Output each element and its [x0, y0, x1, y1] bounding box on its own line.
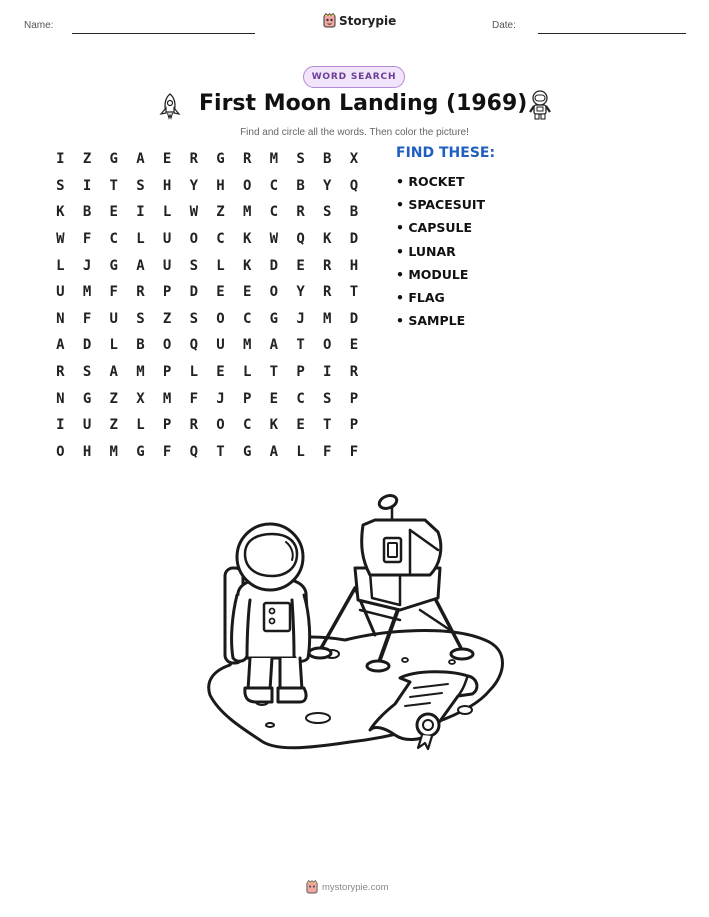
- grid-letter[interactable]: L: [136, 417, 145, 434]
- footer: [306, 880, 389, 894]
- word-search-badge: WORD SEARCH: [303, 66, 405, 88]
- grid-letter[interactable]: E: [109, 204, 118, 221]
- grid-letter[interactable]: M: [109, 443, 118, 460]
- grid-letter[interactable]: C: [216, 231, 225, 248]
- page-title: First Moon Landing (1969): [199, 91, 528, 116]
- grid-letter[interactable]: A: [109, 364, 118, 381]
- grid-letter[interactable]: L: [56, 257, 65, 274]
- grid-letter[interactable]: S: [323, 204, 332, 221]
- name-label: Name:: [24, 20, 54, 31]
- grid-letter[interactable]: W: [269, 231, 279, 248]
- grid-letter[interactable]: G: [269, 310, 279, 327]
- astronaut-leg-left: [248, 658, 272, 690]
- grid-letter[interactable]: Z: [109, 417, 118, 434]
- grid-letter[interactable]: I: [323, 364, 332, 381]
- grid-letter[interactable]: M: [323, 310, 332, 327]
- brand-name: Storypie: [339, 13, 397, 28]
- grid-letter[interactable]: U: [82, 417, 92, 434]
- grid-letter[interactable]: K: [242, 257, 252, 274]
- find-these-heading: FIND THESE:: [396, 145, 496, 161]
- grid-letter[interactable]: T: [109, 177, 118, 194]
- grid-row: [47, 252, 367, 279]
- grid-letter[interactable]: I: [136, 204, 145, 221]
- grid-letter[interactable]: O: [269, 284, 279, 301]
- grid-letter[interactable]: T: [216, 443, 225, 460]
- lander-foot: [309, 648, 331, 658]
- grid-letter[interactable]: G: [136, 443, 145, 460]
- word-item: • ROCKET: [396, 174, 465, 190]
- grid-letter[interactable]: J: [296, 310, 305, 327]
- grid-letter[interactable]: A: [269, 337, 279, 354]
- grid-letter[interactable]: Q: [189, 337, 198, 354]
- grid-letter[interactable]: R: [323, 284, 332, 301]
- grid-letter[interactable]: G: [109, 257, 118, 274]
- storypie-logo-icon: [323, 13, 336, 28]
- grid-letter[interactable]: F: [189, 390, 198, 407]
- grid-letter[interactable]: O: [189, 231, 198, 248]
- grid-letter[interactable]: L: [189, 364, 198, 381]
- astronaut-boot-left: [245, 688, 272, 702]
- grid-letter[interactable]: T: [349, 284, 359, 301]
- crater: [449, 660, 455, 664]
- rocket-icon: [157, 92, 183, 120]
- grid-letter[interactable]: Z: [162, 310, 172, 327]
- grid-letter[interactable]: L: [162, 204, 172, 221]
- grid-letter[interactable]: L: [242, 364, 252, 381]
- grid-letter[interactable]: F: [323, 443, 332, 460]
- grid-letter[interactable]: L: [216, 257, 225, 274]
- word-list: [396, 170, 485, 332]
- grid-letter[interactable]: G: [242, 443, 252, 460]
- grid-letter[interactable]: A: [269, 443, 279, 460]
- grid-letter[interactable]: J: [82, 257, 92, 274]
- grid-letter[interactable]: F: [82, 231, 92, 248]
- grid-row: [47, 199, 367, 226]
- grid-row: [47, 412, 367, 439]
- astronaut-icon: [526, 89, 554, 121]
- grid-letter[interactable]: A: [56, 337, 65, 354]
- grid-letter[interactable]: D: [349, 231, 359, 248]
- grid-letter[interactable]: O: [162, 337, 172, 354]
- grid-letter[interactable]: L: [296, 443, 305, 460]
- grid-letter[interactable]: L: [136, 231, 145, 248]
- footer-url[interactable]: mystorypie.com: [322, 881, 389, 893]
- grid-letter[interactable]: R: [242, 151, 252, 168]
- grid-letter[interactable]: Z: [216, 204, 225, 221]
- grid-letter[interactable]: Q: [349, 177, 359, 194]
- grid-letter[interactable]: B: [349, 204, 359, 221]
- grid-letter[interactable]: I: [56, 151, 65, 168]
- grid-letter[interactable]: K: [56, 204, 65, 221]
- grid-letter[interactable]: W: [56, 231, 65, 248]
- grid-row: [47, 385, 367, 412]
- grid-letter[interactable]: E: [269, 390, 279, 407]
- grid-letter[interactable]: Z: [109, 390, 118, 407]
- grid-letter[interactable]: E: [162, 151, 172, 168]
- word-item: • SAMPLE: [396, 313, 466, 329]
- grid-letter[interactable]: N: [56, 310, 65, 327]
- grid-letter[interactable]: A: [136, 151, 145, 168]
- grid-letter[interactable]: X: [349, 151, 359, 168]
- grid-letter[interactable]: R: [189, 151, 198, 168]
- grid-letter[interactable]: A: [136, 257, 145, 274]
- moon-landing-illustration: [200, 490, 520, 765]
- grid-letter[interactable]: N: [56, 390, 65, 407]
- grid-letter[interactable]: E: [216, 364, 225, 381]
- word-item: • SPACESUIT: [396, 197, 486, 213]
- grid-letter[interactable]: E: [296, 257, 305, 274]
- grid-letter[interactable]: K: [269, 417, 279, 434]
- grid-letter[interactable]: G: [216, 151, 225, 168]
- grid-row: [47, 279, 367, 306]
- astronaut-boot-right: [278, 688, 306, 702]
- grid-letter[interactable]: O: [242, 177, 252, 194]
- grid-letter[interactable]: U: [109, 310, 118, 327]
- grid-letter[interactable]: H: [162, 177, 172, 194]
- grid-letter[interactable]: C: [242, 310, 252, 327]
- grid-letter[interactable]: U: [162, 231, 172, 248]
- grid-letter[interactable]: E: [349, 337, 359, 354]
- chest-panel: [264, 603, 290, 631]
- grid-letter[interactable]: C: [269, 177, 279, 194]
- grid-row: [47, 306, 367, 333]
- grid-letter[interactable]: F: [162, 443, 172, 460]
- grid-row: [47, 226, 367, 253]
- crater: [458, 706, 472, 714]
- grid-letter[interactable]: M: [82, 284, 92, 301]
- grid-letter[interactable]: J: [216, 390, 225, 407]
- word-item: • MODULE: [396, 266, 469, 282]
- grid-letter[interactable]: H: [216, 177, 225, 194]
- grid-letter[interactable]: L: [109, 337, 118, 354]
- grid-letter[interactable]: U: [216, 337, 225, 354]
- astronaut-arm-left: [232, 595, 250, 661]
- crater: [306, 713, 330, 723]
- lander-foot: [451, 649, 473, 659]
- grid-letter[interactable]: M: [269, 151, 279, 168]
- grid-letter[interactable]: I: [82, 177, 92, 194]
- grid-letter[interactable]: B: [296, 177, 305, 194]
- grid-letter[interactable]: H: [349, 257, 359, 274]
- grid-letter[interactable]: S: [323, 390, 332, 407]
- grid-letter[interactable]: O: [56, 443, 65, 460]
- grid-letter[interactable]: S: [136, 310, 145, 327]
- grid-letter[interactable]: P: [296, 364, 305, 381]
- grid-letter[interactable]: G: [82, 390, 92, 407]
- helmet-visor: [245, 534, 297, 576]
- grid-row: [47, 173, 367, 200]
- grid-letter[interactable]: M: [242, 337, 252, 354]
- astronaut-leg-right: [280, 658, 302, 690]
- grid-letter[interactable]: C: [109, 231, 118, 248]
- grid-row: [47, 146, 367, 173]
- grid-letter[interactable]: E: [242, 284, 252, 301]
- word-item: • LUNAR: [396, 243, 456, 259]
- crater: [266, 723, 274, 727]
- grid-letter[interactable]: I: [56, 417, 65, 434]
- grid-letter[interactable]: C: [269, 204, 279, 221]
- grid-letter[interactable]: S: [56, 177, 65, 194]
- grid-letter[interactable]: T: [269, 364, 279, 381]
- lander-foot: [367, 661, 389, 671]
- grid-letter[interactable]: Y: [323, 177, 332, 194]
- grid-letter[interactable]: H: [82, 443, 92, 460]
- grid-letter[interactable]: C: [296, 390, 305, 407]
- grid-letter[interactable]: M: [162, 390, 172, 407]
- grid-letter[interactable]: X: [136, 390, 145, 407]
- grid-letter[interactable]: B: [136, 337, 145, 354]
- grid-letter[interactable]: K: [242, 231, 252, 248]
- grid-letter[interactable]: R: [349, 364, 359, 381]
- instructions: Find and circle all the words. Then color the picture!: [240, 127, 469, 138]
- grid-letter[interactable]: R: [56, 364, 65, 381]
- grid-letter[interactable]: S: [82, 364, 92, 381]
- grid-letter[interactable]: Q: [189, 443, 198, 460]
- astronaut-arm-right: [292, 595, 310, 661]
- grid-letter[interactable]: S: [189, 310, 198, 327]
- grid-letter[interactable]: M: [136, 364, 145, 381]
- grid-letter[interactable]: C: [242, 417, 252, 434]
- grid-letter[interactable]: R: [296, 204, 305, 221]
- grid-letter[interactable]: R: [323, 257, 332, 274]
- grid-row: [47, 439, 367, 466]
- grid-letter[interactable]: D: [189, 284, 198, 301]
- grid-letter[interactable]: P: [162, 284, 172, 301]
- grid-letter[interactable]: Q: [296, 231, 305, 248]
- grid-letter[interactable]: O: [216, 417, 225, 434]
- crater: [402, 658, 408, 662]
- grid-letter[interactable]: O: [323, 337, 332, 354]
- grid-letter[interactable]: K: [323, 231, 332, 248]
- word-item: • FLAG: [396, 290, 445, 306]
- grid-letter[interactable]: E: [296, 417, 305, 434]
- grid-letter[interactable]: U: [56, 284, 65, 301]
- brand: [323, 13, 396, 28]
- grid-letter[interactable]: D: [349, 310, 359, 327]
- grid-row: [47, 359, 367, 386]
- grid-letter[interactable]: F: [82, 310, 92, 327]
- grid-letter[interactable]: F: [349, 443, 359, 460]
- storypie-logo-icon: [306, 880, 318, 894]
- date-label: Date:: [492, 20, 516, 31]
- date-line[interactable]: [538, 33, 686, 34]
- grid-letter[interactable]: G: [109, 151, 118, 168]
- grid-letter[interactable]: Y: [296, 284, 305, 301]
- word-item: • CAPSULE: [396, 220, 473, 236]
- name-line[interactable]: [72, 33, 255, 34]
- lander-antenna: [377, 493, 398, 510]
- grid-letter[interactable]: D: [82, 337, 92, 354]
- grid-letter[interactable]: U: [162, 257, 172, 274]
- grid-letter[interactable]: T: [296, 337, 305, 354]
- grid-letter[interactable]: Y: [189, 177, 198, 194]
- grid-letter[interactable]: F: [109, 284, 118, 301]
- grid-letter[interactable]: R: [189, 417, 198, 434]
- grid-letter[interactable]: T: [323, 417, 332, 434]
- letter-grid[interactable]: [47, 146, 367, 465]
- grid-letter[interactable]: B: [82, 204, 92, 221]
- grid-letter[interactable]: Z: [82, 151, 92, 168]
- grid-letter[interactable]: E: [216, 284, 225, 301]
- grid-letter[interactable]: P: [162, 364, 172, 381]
- grid-letter[interactable]: S: [136, 177, 145, 194]
- grid-letter[interactable]: M: [242, 204, 252, 221]
- grid-letter[interactable]: P: [242, 390, 252, 407]
- grid-letter[interactable]: S: [296, 151, 305, 168]
- grid-letter[interactable]: D: [269, 257, 279, 274]
- grid-letter[interactable]: S: [189, 257, 198, 274]
- grid-letter[interactable]: R: [136, 284, 145, 301]
- grid-letter[interactable]: O: [216, 310, 225, 327]
- grid-letter[interactable]: B: [323, 151, 332, 168]
- grid-letter[interactable]: P: [162, 417, 172, 434]
- grid-letter[interactable]: P: [349, 417, 359, 434]
- grid-row: [47, 332, 367, 359]
- grid-letter[interactable]: P: [349, 390, 359, 407]
- grid-letter[interactable]: W: [189, 204, 198, 221]
